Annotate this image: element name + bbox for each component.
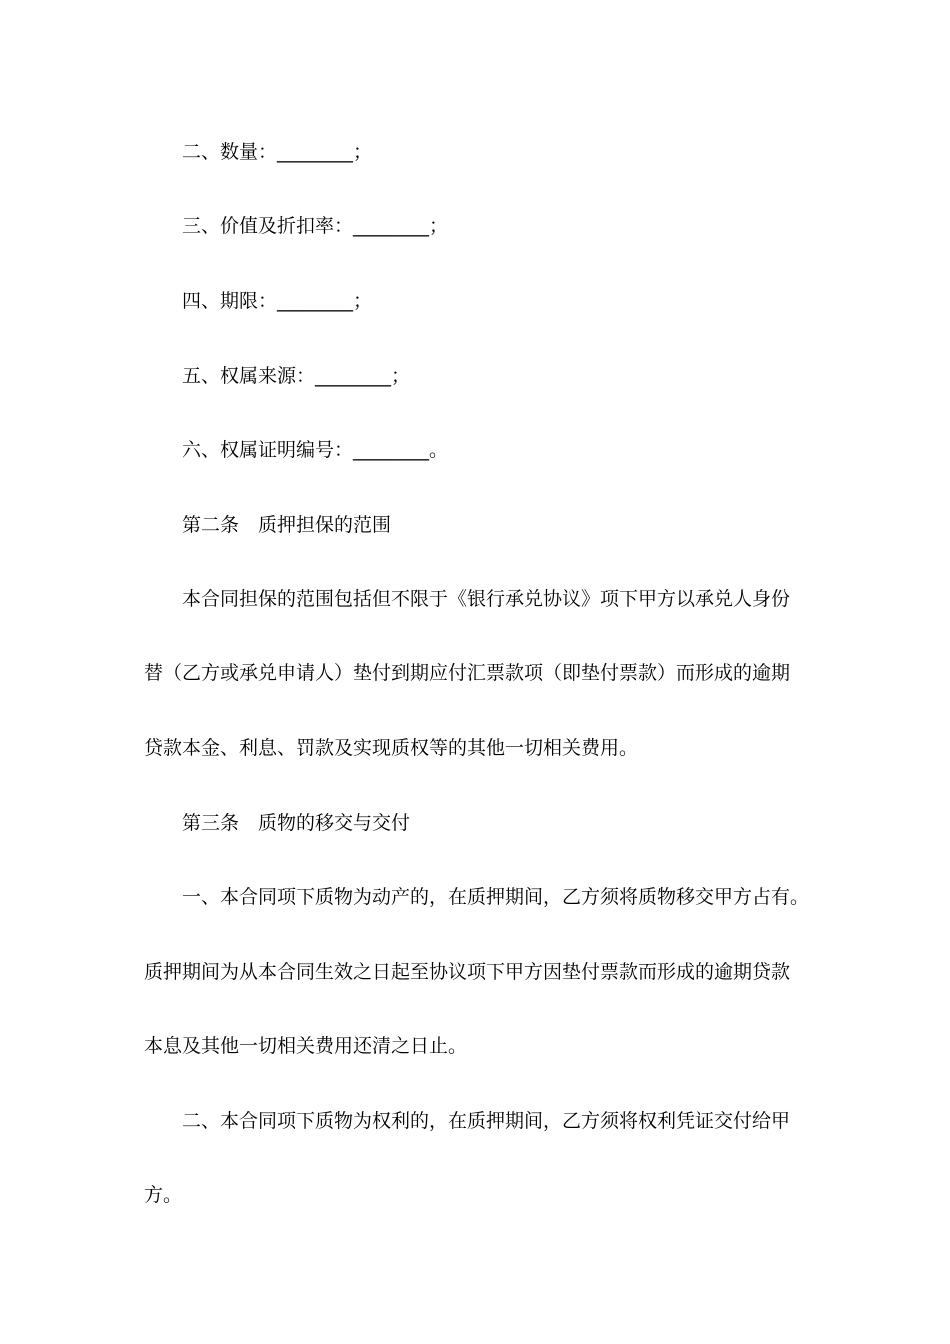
article-3-para2-line: 二、本合同项下质物为权利的，在质押期间，乙方须将权利凭证交付给甲 — [182, 1110, 791, 1132]
article-3-para1-line: 一、本合同项下质物为动产的，在质押期间，乙方须将质物移交甲方占有。 — [182, 886, 810, 908]
item-ownership-source: 五、权属来源：________； — [182, 365, 411, 387]
article-2-line: 贷款本金、利息、罚款及实现质权等的其他一切相关费用。 — [144, 737, 639, 759]
item-ownership-cert-no: 六、权属证明编号：________。 — [182, 439, 449, 461]
article-2-line: 本合同担保的范围包括但不限于《银行承兑协议》项下甲方以承兑人身份 — [182, 588, 791, 610]
article-3-para1-line: 质押期间为从本合同生效之日起至协议项下甲方因垫付票款而形成的逾期贷款 — [144, 961, 791, 983]
article-2-line: 替（乙方或承兑申请人）垫付到期应付汇票款项（即垫付票款）而形成的逾期 — [144, 662, 791, 684]
article-3-para2-line: 方。 — [144, 1184, 183, 1206]
article-3-title: 第三条 质物的移交与交付 — [182, 812, 411, 834]
item-value-discount: 三、价值及折扣率：________； — [182, 215, 449, 237]
item-quantity: 二、数量：________； — [182, 141, 373, 163]
article-2-title: 第二条 质押担保的范围 — [182, 514, 392, 536]
item-term: 四、期限：________； — [182, 290, 373, 312]
article-3-para1-line: 本息及其他一切相关费用还清之日止。 — [144, 1035, 468, 1057]
